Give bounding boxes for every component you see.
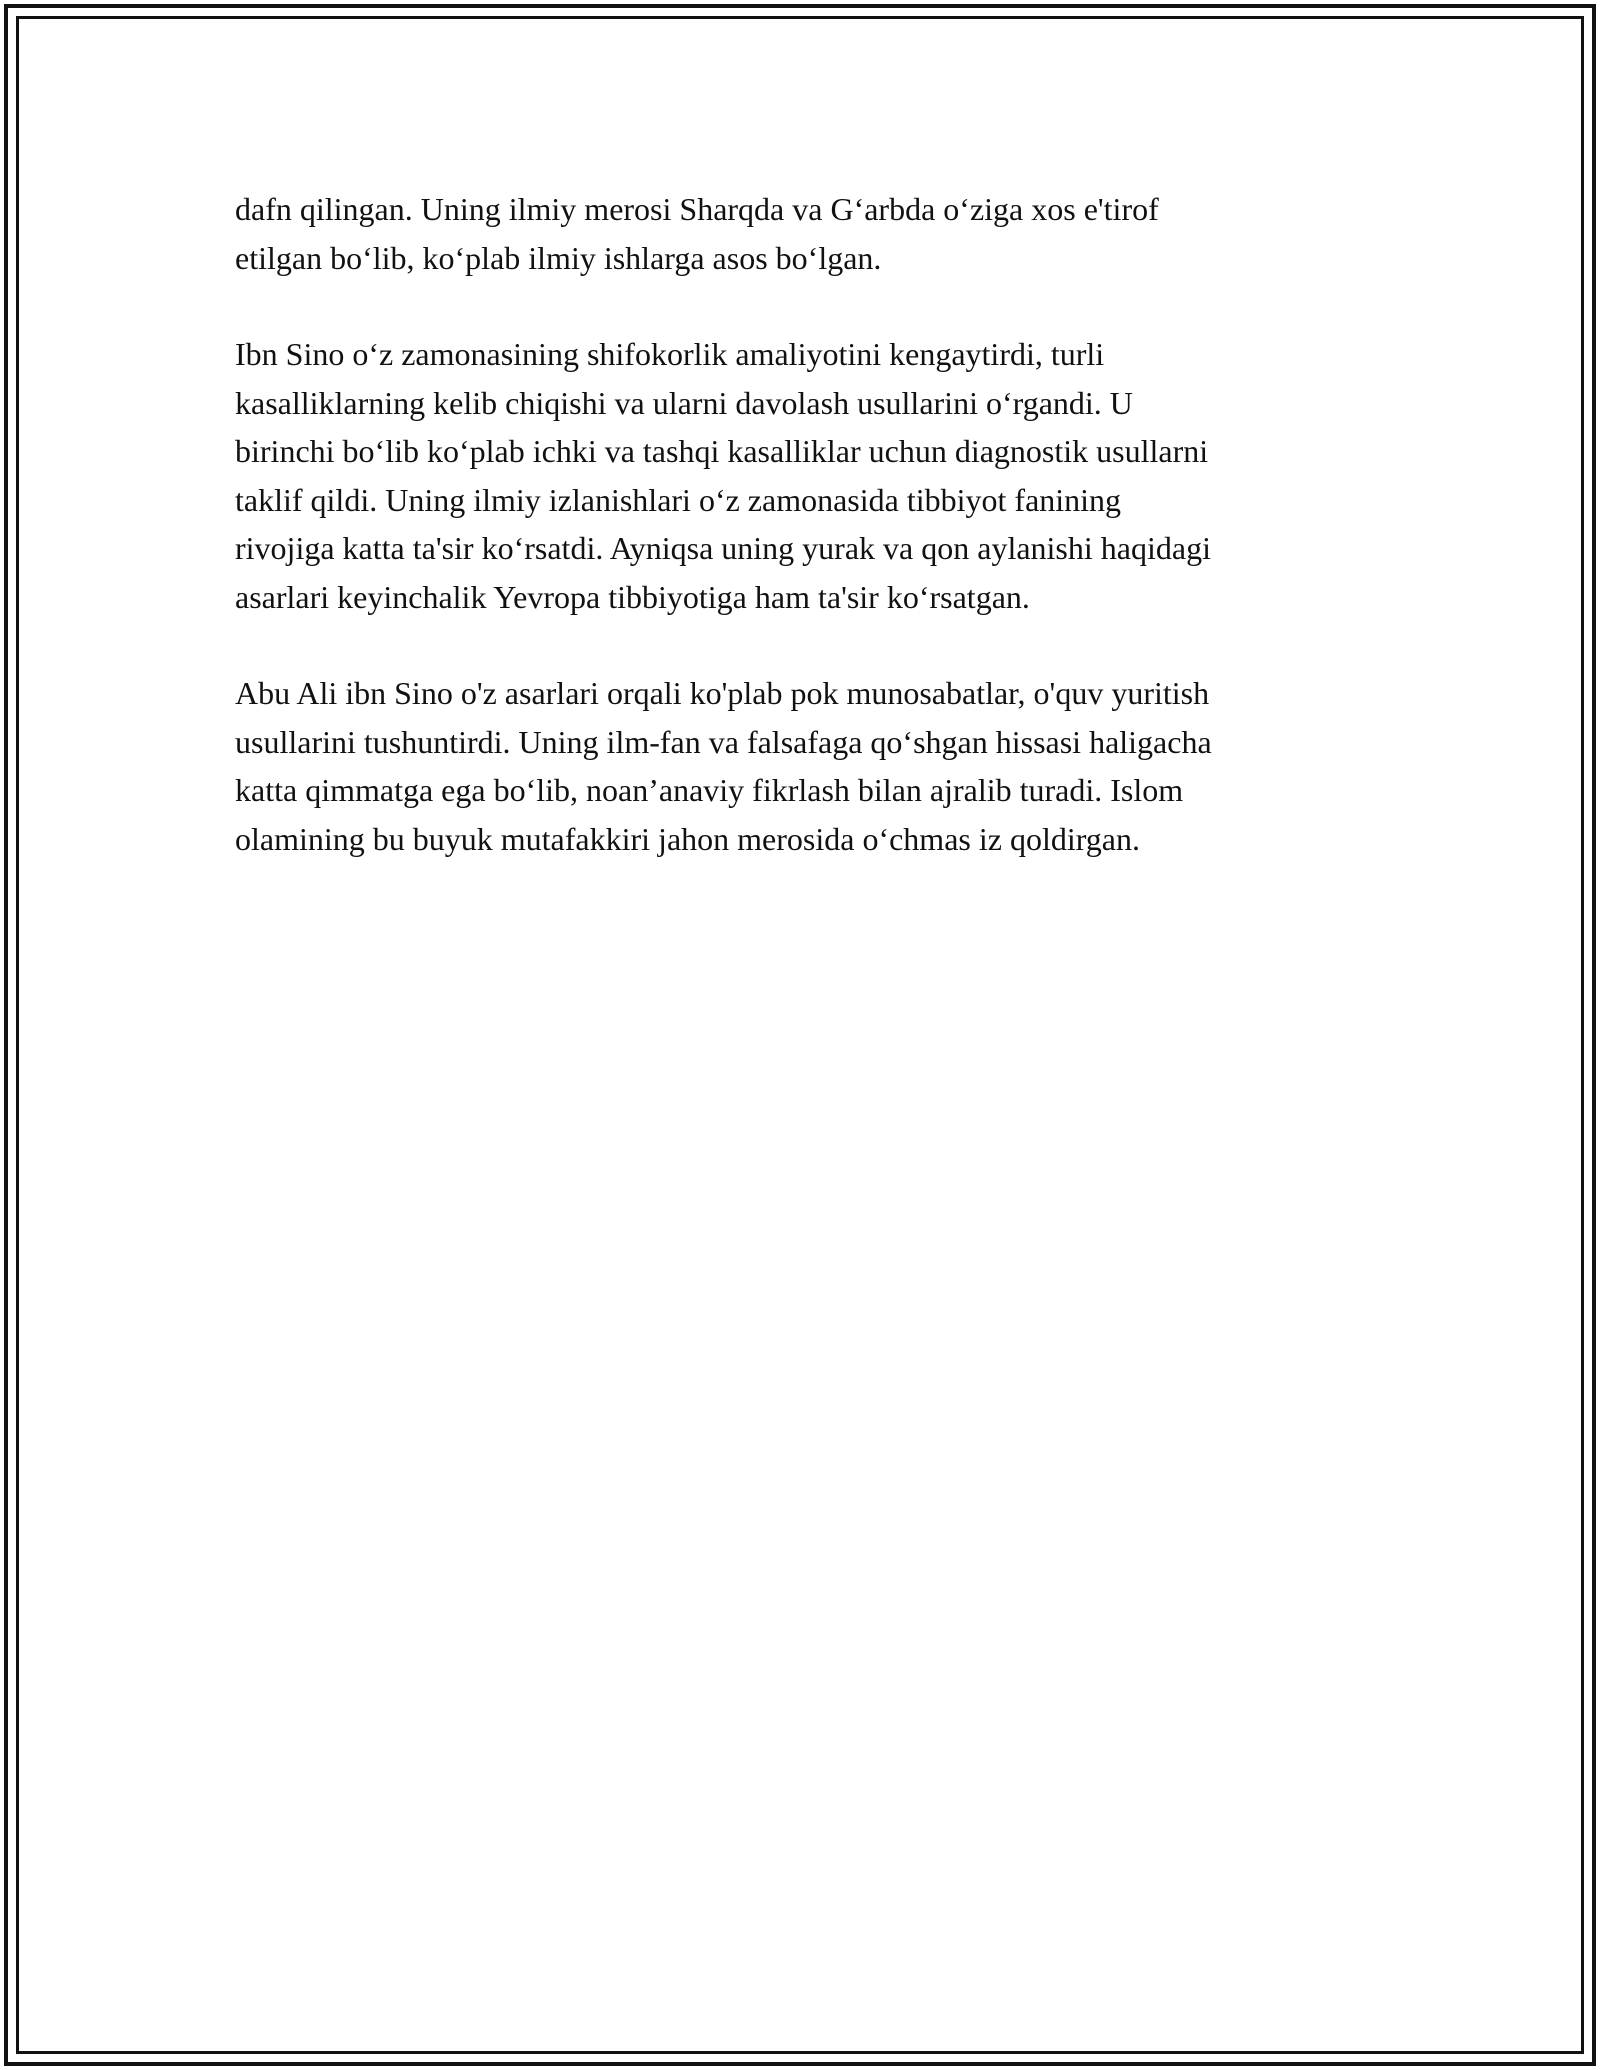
paragraph-2: Ibn Sino o‘z zamonasining shifokorlik amaliyotini kengaytirdi, turli kasalliklarning kelib chiqishi va ularni davolash usullarini o‘rgandi. U birinchi bo‘lib ko‘plab ichki va tashqi kasalliklar uchun diagnostik usullarni taklif qildi. Uning ilmiy izlanishlari o‘z zamonasida tibbiyot fanining rivojiga katta ta'sir ko‘rsatdi. Ayniqsa uning yurak va qon aylanishi haqidagi asarlari keyinchalik Yevropa tibbiyotiga ham ta'sir ko‘rsatgan. [235,336,1211,615]
paragraph-1: dafn qilingan. Uning ilmiy merosi Sharqda va G‘arbda o‘ziga xos e'tirof etilgan bo‘lib, ko‘plab ilmiy ishlarga asos bo‘lgan. [235,191,1159,276]
paragraph-3: Abu Ali ibn Sino o'z asarlari orqali ko'plab pok munosabatlar, o'quv yuritish usullarini tushuntirdi. Uning ilm-fan va falsafaga qo‘shgan hissasi haligacha katta qimmatga ega bo‘lib, noan’anaviy fikrlash bilan ajralib turadi. Islom olamining bu buyuk mutafakkiri jahon merosida o‘chmas iz qoldirgan. [235,675,1212,857]
document-body [235,185,1375,911]
